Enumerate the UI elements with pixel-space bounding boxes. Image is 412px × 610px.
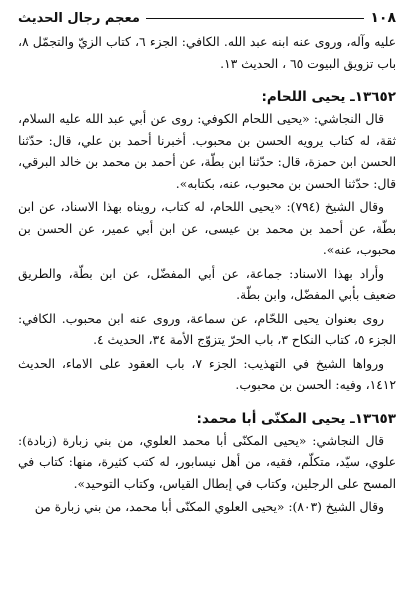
entry2-paragraph-1	[18, 431, 396, 496]
text-line: بطّة، عن أحمد بن محمد بن عيسى، عن ابن أبي عمير، عن الحسن بن محبوب،	[18, 221, 396, 257]
entry-heading-13653: ١٣٦٥٣ـ يحيى المكنّى أبا محمد:	[196, 410, 396, 427]
text-line: وأراد بهذا الاسناد: جماعة، عن أبي المفضّل، عن ابن بطّة، والطريق	[18, 266, 384, 281]
text-line: ضعيف بأبي المفضّل، وابن بطّة.	[236, 288, 396, 302]
entry2-paragraph-2	[18, 497, 396, 519]
text-line: الحديث ١٤١٢، وفيه: الحسن بن محبوب.	[18, 356, 396, 392]
text-line: ابن حمزة، قال: حدّثنا ابن بطّة، عن أحمد بن محمد بن خالد البرقي، قال: حدّثنا	[18, 155, 396, 191]
text-line: وقال الشيخ (٧٩٤): «يحيى اللحام، له كتاب، رويناه بهذا الاسناد، عن ابن	[18, 200, 384, 214]
entry1-paragraph-4	[18, 309, 396, 352]
text-line: عنه».	[322, 243, 352, 257]
header-rule	[146, 18, 364, 19]
entry1-paragraph-1	[18, 109, 396, 195]
text-line: المسح على الرجلين، وكتاب في إبطال القياس، وكتاب التوحيد».	[73, 476, 396, 491]
text-line: قال النجاشي: «يحيى اللحام الكوفي: روى عن أبي عبد الله عليه السلام،	[18, 112, 384, 126]
entry-heading-13652: ١٣٦٥٢ـ يحيى اللحام:	[261, 89, 396, 105]
entry1-paragraph-3	[18, 264, 396, 307]
text-line: عليه وآله، وروى عنه ابنه عبد الله. الكافي: الجزء ٦، كتاب الزيّ والتجمّل ٨،	[18, 35, 396, 49]
page-header	[18, 10, 396, 26]
text-line: ثقة، له كتاب يرويه الحسن بن محبوب. أخبرنا أحمد بن علي، قال: حدّثنا الحسن	[18, 133, 396, 169]
page-number: ١٠٨	[370, 10, 396, 26]
text-line: علوي، سيّد، متكلّم، فقيه، من أهل نيسابور، له كتب كثيرة، منها: كتاب في	[18, 455, 396, 469]
text-line: روى بعنوان يحيى اللحّام، عن سماعة، وروى عنه ابن محبوب. الكافي:	[18, 311, 384, 326]
entry1-paragraph-2	[18, 197, 396, 262]
text-line: ورواها الشيخ في التهذيب: الجزء ٧، باب العقود على الاماء،	[61, 356, 384, 371]
text-line: قال النجاشي: «يحيى المكنّى أبا محمد العلوي، من بني زبارة (زبادة):	[18, 433, 384, 448]
text-line: الحسن بن محبوب، عنه، بكتابه».	[175, 176, 341, 191]
book-title: معجم رجال الحديث	[18, 10, 140, 26]
intro-paragraph	[18, 32, 396, 75]
entry1-paragraph-5	[18, 354, 396, 397]
text-line: باب تزويق البيوت ٦٥ ، الحديث ١٣.	[220, 56, 396, 71]
text-line: الجزء ٥، كتاب النكاح ٣، باب الحرّ يتزوّج الأمة ٣٤، الحديث ٤.	[93, 333, 396, 347]
text-line: وقال الشيخ (٨٠٣): «يحيى العلوي المكنّى أبا محمد، من بني زبارة من	[34, 500, 384, 514]
